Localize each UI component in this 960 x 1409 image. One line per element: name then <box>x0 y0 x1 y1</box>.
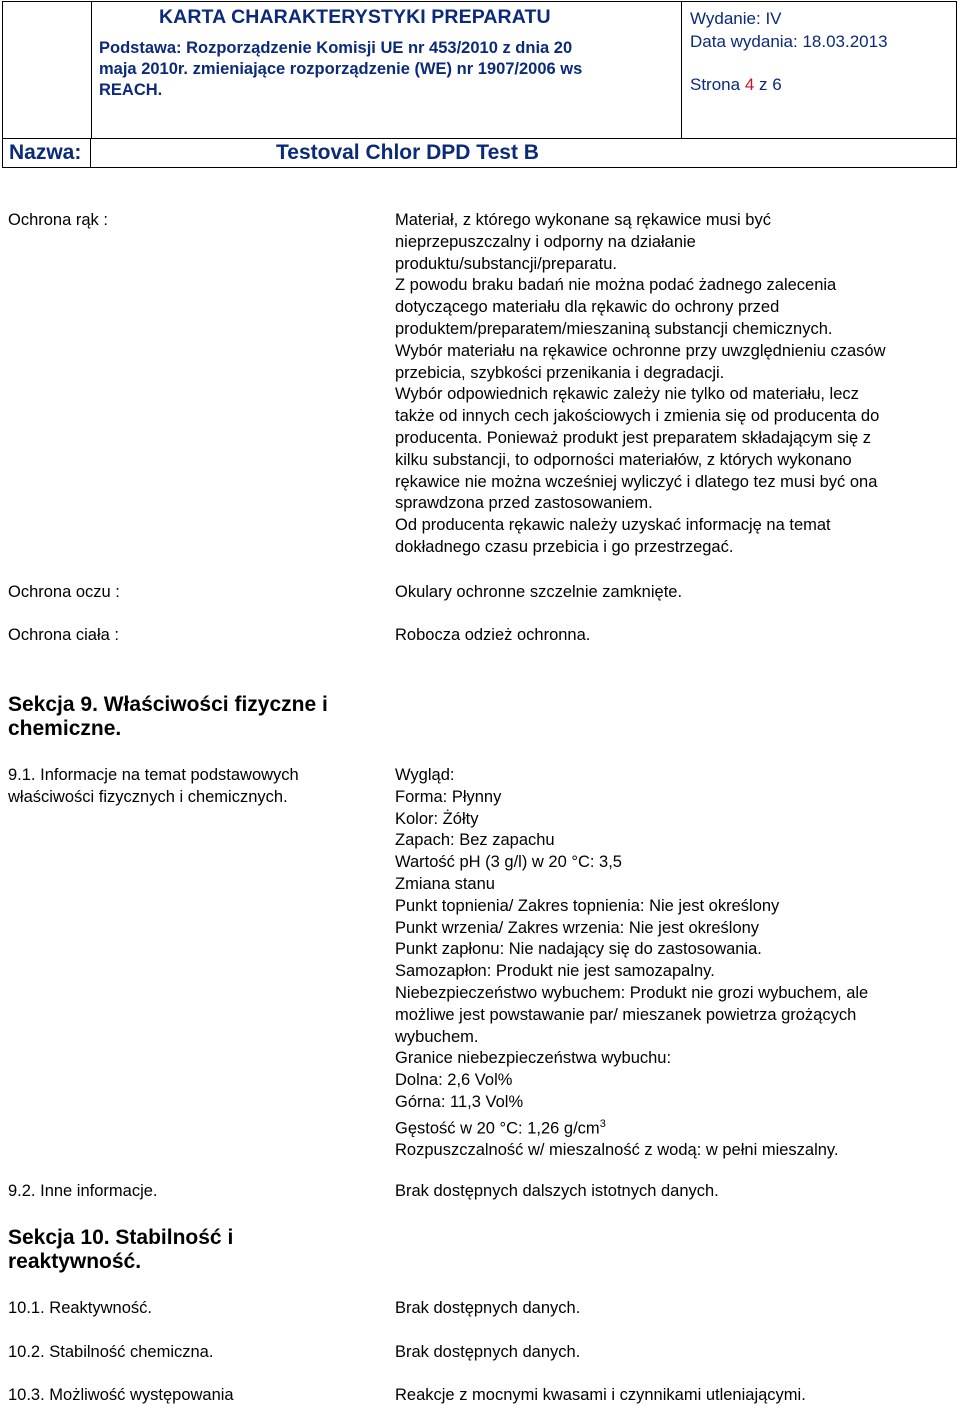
property-line: Zmiana stanu <box>395 874 495 893</box>
text-line: Wybór materiału na rękawice ochronne przy uwzględnieniu czasów <box>395 341 886 360</box>
header-meta-cell <box>682 2 956 138</box>
product-name-label: Nazwa: <box>3 139 91 167</box>
section-9-1-properties <box>395 765 960 1162</box>
heading-line: reaktywność. <box>8 1250 142 1273</box>
property-line: Rozpuszczalność w/ mieszalność z wodą: w pełni mieszalny. <box>395 1141 839 1160</box>
property-line: Niebezpieczeństwo wybuchem: Produkt nie grozi wybuchem, ale <box>395 983 869 1002</box>
section-9-2-value: Brak dostępnych dalszych istotnych danych. <box>395 1182 719 1200</box>
text-line: przebicia, szybkości przenikania i degradacji. <box>395 363 725 382</box>
heading-line: chemiczne. <box>8 717 122 740</box>
text-line: rękawice nie można wcześniej wyliczyć i dlatego tez musi być ona <box>395 472 878 491</box>
section-9-1-label <box>8 765 299 809</box>
page-suffix: z 6 <box>754 75 782 94</box>
legal-basis <box>99 38 681 101</box>
page-prefix: Strona <box>690 75 745 94</box>
property-line: Granice niebezpieczeństwa wybuchu: <box>395 1049 672 1068</box>
legal-basis-line: REACH. <box>99 81 163 99</box>
legal-basis-line: Podstawa: Rozporządzenie Komisji UE nr 453/2010 z dnia 20 <box>99 39 573 57</box>
product-name: Testoval Chlor DPD Test B <box>276 141 539 164</box>
property-line: Górna: 11,3 Vol% <box>395 1092 524 1111</box>
text-line: nieprzepuszczalny i odporny na działanie <box>395 232 696 251</box>
property-line: Punkt topnienia/ Zakres topnienia: Nie jest określony <box>395 896 780 915</box>
section-9-2-label: 9.2. Inne informacje. <box>8 1182 158 1200</box>
section-10-3-label: 10.3. Możliwość występowania <box>8 1386 234 1404</box>
text-line: Materiał, z którego wykonane są rękawice musi być <box>395 211 771 229</box>
section-10-1-value: Brak dostępnych danych. <box>395 1299 581 1317</box>
section-10-2-label: 10.2. Stabilność chemiczna. <box>8 1343 214 1361</box>
text-line: 9.1. Informacje na temat podstawowych <box>8 766 299 784</box>
property-line: Wygląd: <box>395 766 455 784</box>
eye-protection-text: Okulary ochronne szczelnie zamknięte. <box>395 583 683 601</box>
text-line: Z powodu braku badań nie można podać żadnego zalecenia <box>395 276 837 295</box>
density-superscript: 3 <box>599 1117 606 1130</box>
section-9-heading <box>8 693 328 741</box>
text-line: właściwości fizycznych i chemicznych. <box>8 787 288 806</box>
product-name-row <box>3 138 956 167</box>
page-number <box>690 73 956 96</box>
property-line: Zapach: Bez zapachu <box>395 831 555 850</box>
page-current: 4 <box>744 75 755 94</box>
text-line: także od innych cech jakościowych i zmienia się od producenta do <box>395 407 880 426</box>
logo-cell <box>3 2 92 138</box>
text-line: produktu/substancji/preparatu. <box>395 254 617 273</box>
text-line: Od producenta rękawic należy uzyskać informację na temat <box>395 516 831 535</box>
property-line: Wartość pH (3 g/l) w 20 °C: 3,5 <box>395 853 622 872</box>
legal-basis-line: maja 2010r. zmieniające rozporządzenie (WE) nr 1907/2006 ws <box>99 60 583 78</box>
text-line: kilku substancji, to odporności materiałów, z których wykonano <box>395 450 852 469</box>
text-line: producenta. Ponieważ produkt jest preparatem składającym się z <box>395 428 871 447</box>
issue-date: Data wydania: 18.03.2013 <box>690 32 888 51</box>
text-line: produktem/preparatem/mieszaniną substancji chemicznych. <box>395 319 833 338</box>
text-line: sprawdzona przed zastosowaniem. <box>395 494 653 513</box>
hand-protection-text <box>395 210 960 559</box>
text-line: dotyczącego materiału dla rękawic do ochrony przed <box>395 298 780 317</box>
section-10-3-value: Reakcje z mocnymi kwasami i czynnikami utleniającymi. <box>395 1386 806 1404</box>
eye-protection-label: Ochrona oczu : <box>8 583 120 601</box>
section-10-1-label: 10.1. Reaktywność. <box>8 1299 152 1317</box>
property-line: Punkt wrzenia/ Zakres wrzenia: Nie jest określony <box>395 918 760 937</box>
section-10-2-value: Brak dostępnych danych. <box>395 1343 581 1361</box>
hand-protection-label: Ochrona rąk : <box>8 211 108 229</box>
heading-line: Sekcja 10. Stabilność i <box>8 1226 234 1249</box>
body-protection-label: Ochrona ciała : <box>8 626 119 644</box>
property-line: Kolor: Żółty <box>395 809 479 828</box>
property-line: Punkt zapłonu: Nie nadający się do zastosowania. <box>395 940 762 959</box>
header-title-cell <box>92 2 682 138</box>
edition: Wydanie: IV <box>690 9 782 28</box>
property-line: wybuchem. <box>395 1027 479 1046</box>
density-line <box>395 1114 960 1140</box>
section-10-heading <box>8 1226 233 1274</box>
property-line: Dolna: 2,6 Vol% <box>395 1071 513 1090</box>
property-line: Forma: Płynny <box>395 787 502 806</box>
density-text: Gęstość w 20 °C: 1,26 g/cm <box>395 1119 600 1138</box>
text-line: Wybór odpowiednich rękawic zależy nie tylko od materiału, lecz <box>395 385 859 404</box>
property-line: Samozapłon: Produkt nie jest samozapalny. <box>395 962 715 981</box>
heading-line: Sekcja 9. Właściwości fizyczne i <box>8 693 328 716</box>
property-line: możliwe jest powstawanie par/ mieszanek powietrza grożących <box>395 1005 857 1024</box>
body-protection-text: Robocza odzież ochronna. <box>395 626 591 644</box>
document-title: KARTA CHARAKTERYSTYKI PREPARATU <box>159 6 551 28</box>
text-line: dokładnego czasu przebicia i go przestrzegać. <box>395 537 734 556</box>
document-header <box>2 1 957 168</box>
